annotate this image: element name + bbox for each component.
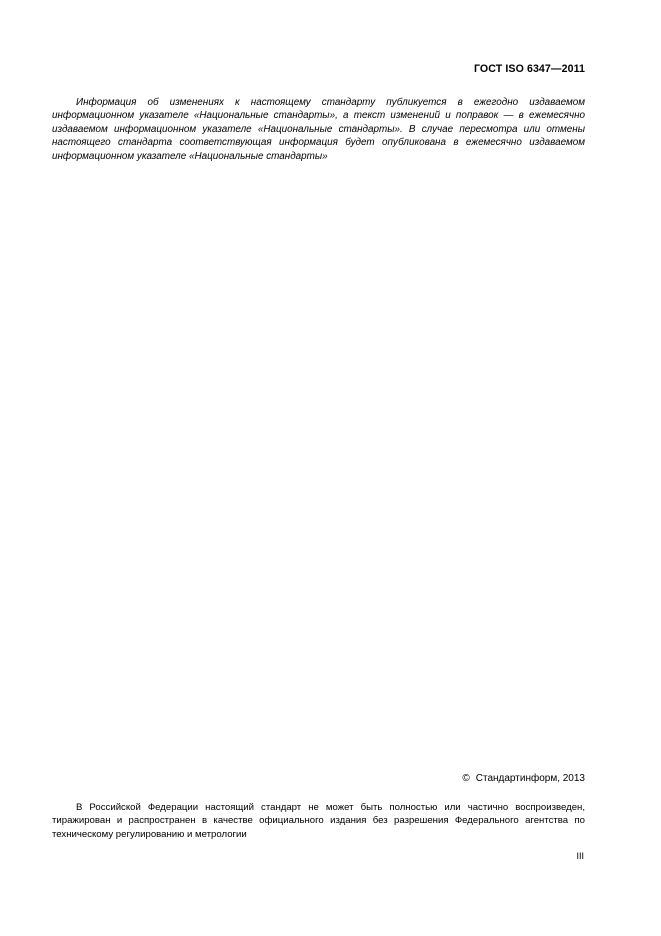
standard-code-header: ГОСТ ISO 6347—2011 bbox=[473, 63, 585, 75]
copyright-holder: Стандартинформ, 2013 bbox=[475, 773, 585, 784]
amendments-info-paragraph: Информация об изменениях к настоящему стандарту публикуется в ежегодно издаваемом информационном указателе «Национальные стандарты», а текст изменений и поправок — в ежемесячно издаваемом информационном указателе «Национальные стандарты». В случае пересмотра или отмены настоящего стандарта соответствующая информация будет опубликована в ежемесячно издаваемом информационном указателе «Национальные стандарты» bbox=[52, 97, 585, 162]
copyright-icon: © bbox=[462, 773, 470, 784]
copyright-line bbox=[462, 773, 585, 784]
page-number: III bbox=[576, 851, 584, 861]
reproduction-rights-paragraph: В Российской Федерации настоящий стандарт не может быть полностью или частично воспроизведен, тиражирован и распространен в качестве официального издания без разрешения Федерального агентства по техническому регулированию и метрологии bbox=[52, 802, 585, 840]
